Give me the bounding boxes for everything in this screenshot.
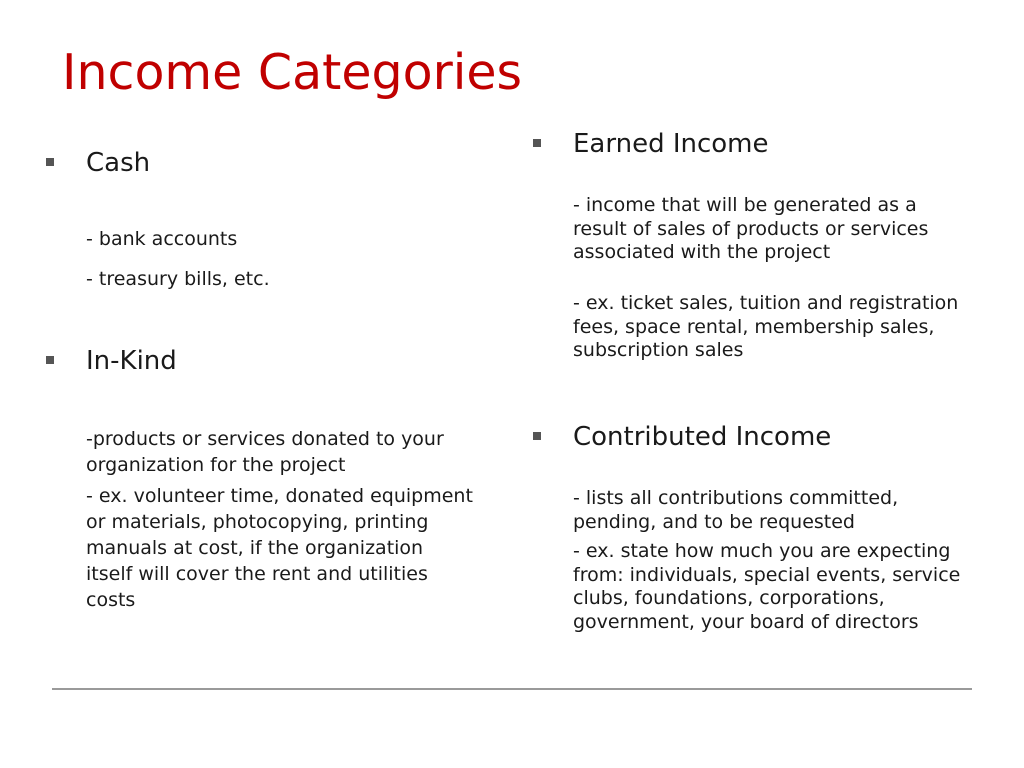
category-heading: Cash [86, 148, 151, 178]
category-detail: - ex. volunteer time, donated equipment or materials, photocopying, printing manuals at cost, if the organization itself will cover the rent and utilities costs [86, 485, 473, 611]
category-detail: - ex. state how much you are expecting from: individuals, special events, service clubs, foundations, corporations, government, your board of directors [573, 540, 961, 633]
left-divider-line [52, 688, 490, 690]
slide-title: Income Categories [62, 44, 522, 101]
square-bullet-icon [46, 356, 54, 364]
square-bullet-icon [533, 432, 541, 440]
right-divider-line [490, 688, 972, 690]
category-heading: Contributed Income [573, 422, 832, 452]
category-heading: In-Kind [86, 346, 177, 376]
category-heading: Earned Income [573, 129, 769, 159]
category-detail: -products or services donated to your organization for the project [86, 428, 444, 476]
category-detail: - lists all contributions committed, pending, and to be requested [573, 487, 899, 533]
category-detail: - treasury bills, etc. [86, 268, 270, 290]
square-bullet-icon [46, 158, 54, 166]
square-bullet-icon [533, 139, 541, 147]
category-detail: - ex. ticket sales, tuition and registration fees, space rental, membership sales, subscription sales [573, 292, 959, 361]
category-detail: - income that will be generated as a result of sales of products or services associated with the project [573, 194, 929, 263]
category-detail: - bank accounts [86, 228, 238, 250]
